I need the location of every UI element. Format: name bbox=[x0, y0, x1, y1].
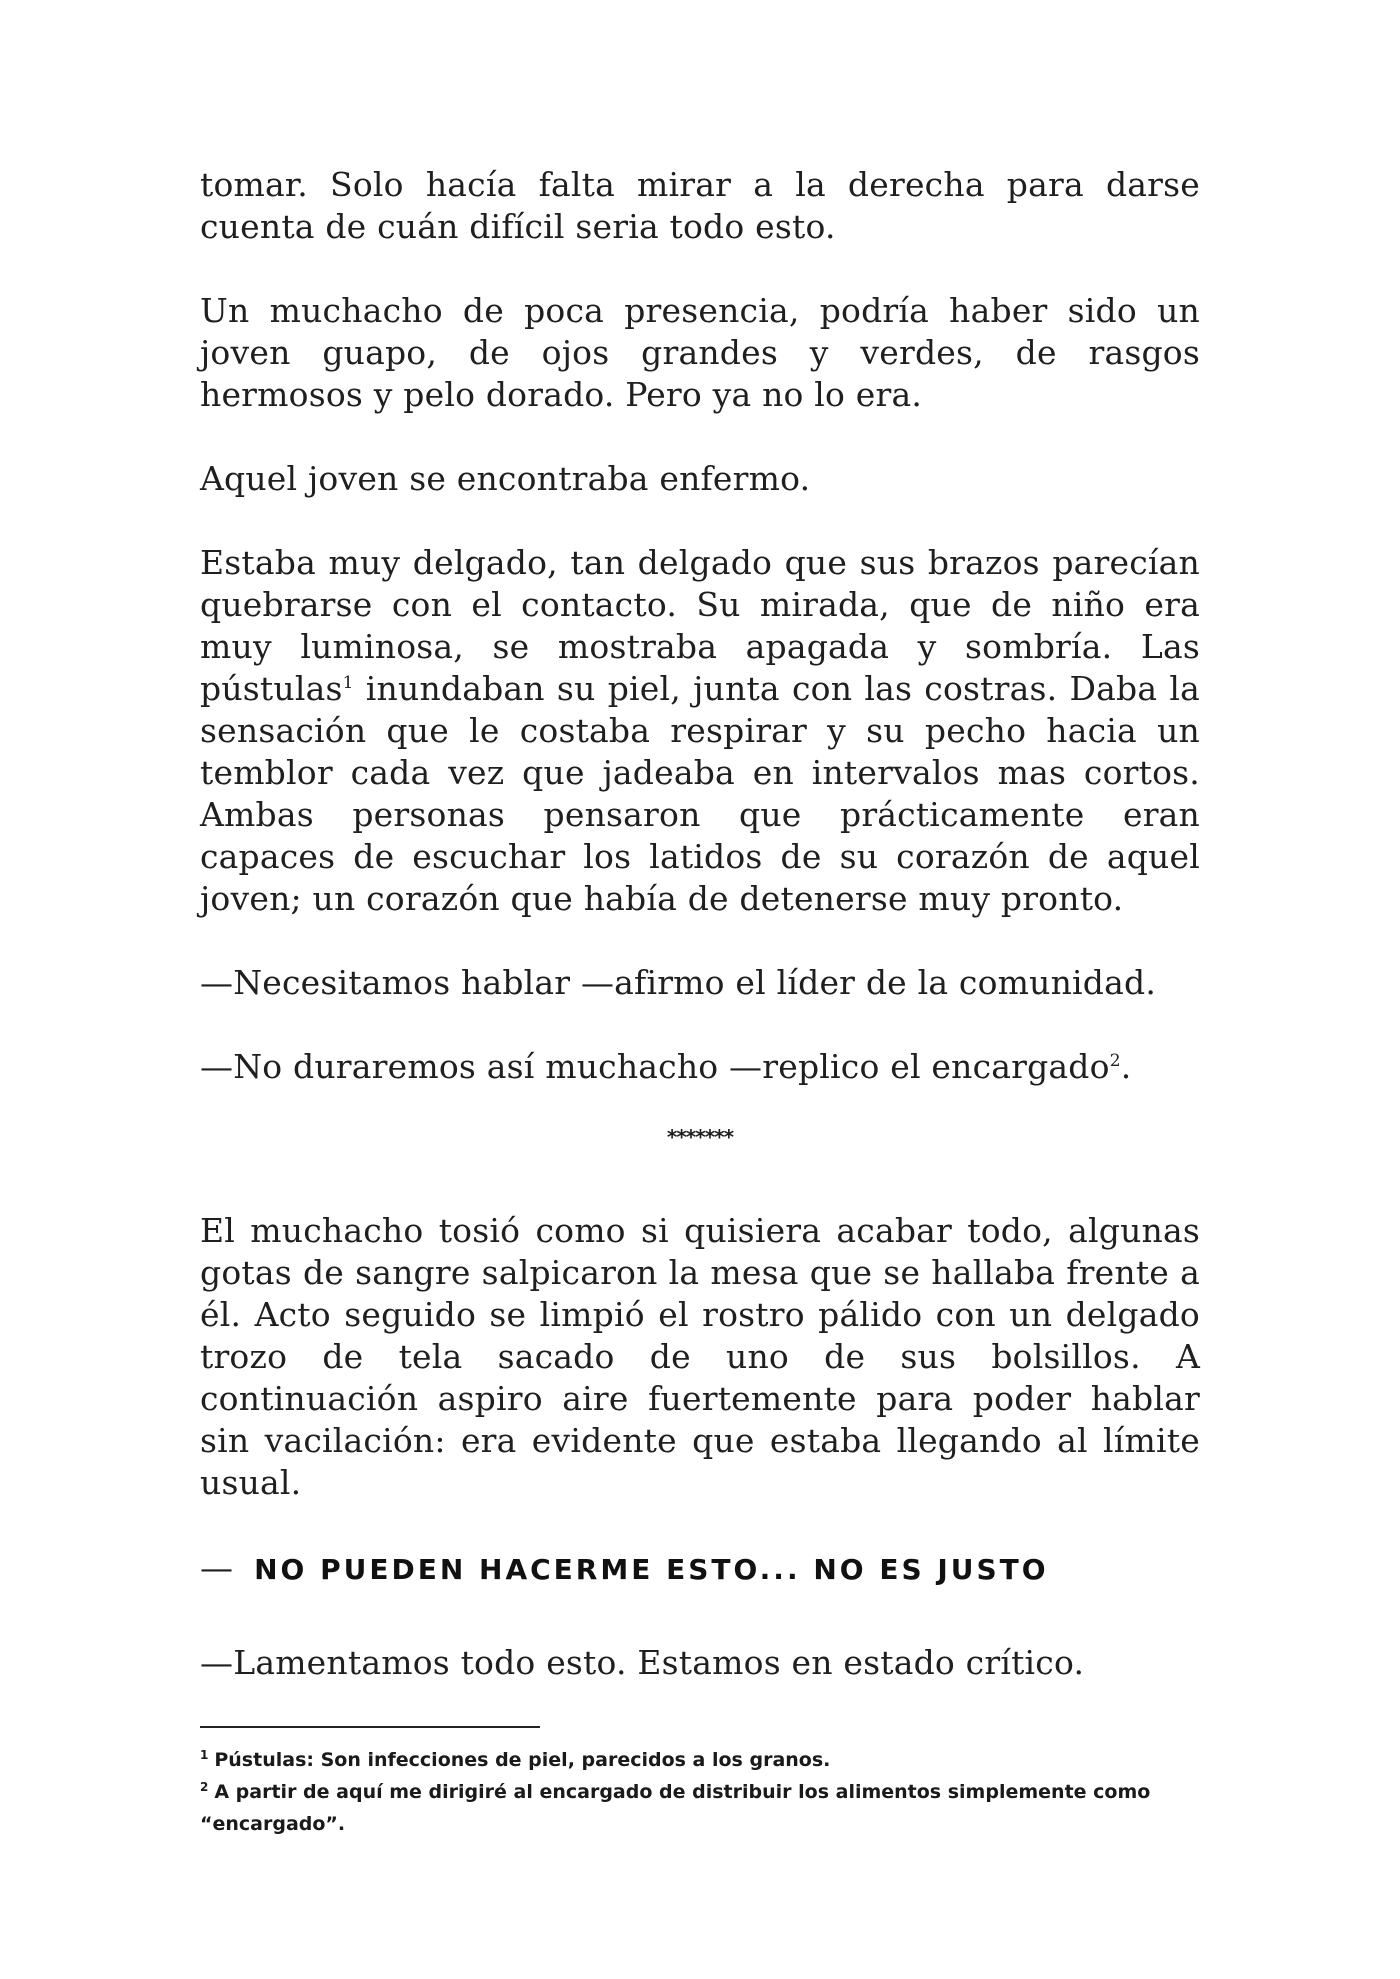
dialogue-line-2-end: . bbox=[1120, 1047, 1132, 1086]
footnote-1 bbox=[200, 1744, 1200, 1776]
paragraph-4 bbox=[200, 542, 1200, 920]
paragraph-4-text-b: inundaban su piel, junta con las costras. Daba la sensación que le costaba respirar y su pecho hacia un temblor cada vez que jadeaba en intervalos mas cortos. Ambas personas pensaron que prácticamente eran capaces de escuchar los latidos de su corazón de aquel joven; un corazón que había de detenerse muy pronto. bbox=[200, 669, 1200, 918]
shout-dialogue bbox=[200, 1546, 1200, 1590]
footnote-ref-1[interactable]: 1 bbox=[342, 673, 354, 693]
paragraph-4-text-a: Estaba muy delgado, tan delgado que sus brazos parecían quebrarse con el contacto. Su mirada, que de niño era muy luminosa, se mostraba apagada y sombría. Las pústulas bbox=[200, 543, 1200, 708]
closing-dialogue: —Lamentamos todo esto. Estamos en estado crítico. bbox=[200, 1643, 1085, 1682]
shout-dash: — bbox=[200, 1548, 233, 1587]
paragraph-3: Aquel joven se encontraba enfermo. bbox=[200, 459, 811, 498]
footnote-1-text: Pústulas: Son infecciones de piel, parecidos a los granos. bbox=[214, 1749, 831, 1771]
paragraph-5: El muchacho tosió como si quisiera acabar todo, algunas gotas de sangre salpicaron la mesa que se hallaba frente a él. Acto seguido se limpió el rostro pálido con un delgado trozo de tela sacado de uno de sus bolsillos. A continuación aspiro aire fuertemente para poder hablar sin vacilación: era evidente que estaba llegando al límite usual. bbox=[200, 1211, 1200, 1502]
dialogue-line-2 bbox=[200, 1046, 1200, 1088]
dialogue-line-1: —Necesitamos hablar —afirmo el líder de la comunidad. bbox=[200, 963, 1157, 1002]
page-body bbox=[200, 164, 1200, 1840]
paragraph-1: tomar. Solo hacía falta mirar a la derecha para darse cuenta de cuán difícil seria todo esto. bbox=[200, 165, 1200, 246]
paragraph-2: Un muchacho de poca presencia, podría haber sido un joven guapo, de ojos grandes y verdes, de rasgos hermosos y pelo dorado. Pero ya no lo era. bbox=[200, 291, 1200, 414]
footnote-divider bbox=[200, 1726, 540, 1728]
footnote-ref-2[interactable]: 2 bbox=[1109, 1051, 1121, 1071]
dialogue-line-2-text: —No duraremos así muchacho —replico el encargado bbox=[200, 1047, 1110, 1086]
footnote-2-number: 2 bbox=[200, 1779, 209, 1794]
footnote-2 bbox=[200, 1776, 1200, 1840]
footnote-2-text: A partir de aquí me dirigiré al encargado de distribuir los alimentos simplemente como “encargado”. bbox=[200, 1781, 1151, 1835]
shout-text: NO PUEDEN HACERME ESTO... NO ES JUSTO bbox=[254, 1553, 1049, 1586]
scene-separator: ******* bbox=[666, 1125, 734, 1149]
footnote-1-number: 1 bbox=[200, 1747, 209, 1762]
